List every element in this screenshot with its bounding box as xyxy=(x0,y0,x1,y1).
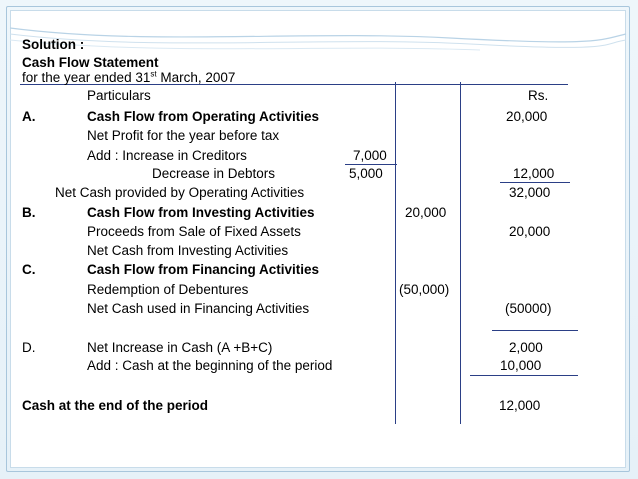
creditors-value: 7,000 xyxy=(353,148,387,163)
rule-creditors xyxy=(345,164,397,165)
net-increase-value: 2,000 xyxy=(509,340,543,355)
decrease-debtors-label: Decrease in Debtors xyxy=(152,166,276,181)
rule-financing xyxy=(492,330,578,331)
section-c-label: C. xyxy=(22,262,36,277)
redemption-label: Redemption of Debentures xyxy=(87,282,249,297)
section-d-label: D. xyxy=(22,340,36,355)
net-operating-value: 32,000 xyxy=(509,185,551,200)
adjustments-total: 12,000 xyxy=(513,166,555,181)
statement-title: Cash Flow Statement xyxy=(22,55,159,70)
decorative-wave xyxy=(0,0,638,60)
rule-begin xyxy=(470,375,578,376)
column-header-particulars: Particulars xyxy=(87,88,151,103)
cash-end-value: 12,000 xyxy=(499,398,541,413)
solution-label: Solution : xyxy=(22,37,85,52)
net-investing-label: Net Cash from Investing Activities xyxy=(87,243,289,258)
cash-end-label: Cash at the end of the period xyxy=(22,398,209,413)
section-c-title: Cash Flow from Financing Activities xyxy=(87,262,320,277)
section-a-value: 20,000 xyxy=(506,109,548,124)
cash-begin-label: Add : Cash at the beginning of the period xyxy=(87,358,333,373)
rule-subtotal xyxy=(500,182,570,183)
net-profit-label: Net Profit for the year before tax xyxy=(87,128,280,143)
debtors-value: 5,000 xyxy=(349,166,383,181)
cash-begin-value: 10,000 xyxy=(500,358,542,373)
net-financing-value: (50000) xyxy=(505,301,552,316)
column-header-rs: Rs. xyxy=(528,88,549,103)
net-increase-label: Net Increase in Cash (A +B+C) xyxy=(87,340,273,355)
add-creditors-label: Add : Increase in Creditors xyxy=(87,148,247,163)
section-a-title: Cash Flow from Operating Activities xyxy=(87,109,320,124)
column-rule-2 xyxy=(460,82,461,424)
statement-subtitle: for the year ended 31st March, 2007 xyxy=(22,69,236,85)
net-financing-label: Net Cash used in Financing Activities xyxy=(87,301,310,316)
section-b-title: Cash Flow from Investing Activities xyxy=(87,205,315,220)
section-b-inner-value: 20,000 xyxy=(405,205,447,220)
redemption-value: (50,000) xyxy=(399,282,450,297)
proceeds-label: Proceeds from Sale of Fixed Assets xyxy=(87,224,301,239)
section-b-label: B. xyxy=(22,205,36,220)
net-operating-label: Net Cash provided by Operating Activities xyxy=(55,185,305,200)
proceeds-value: 20,000 xyxy=(509,224,551,239)
column-rule-1 xyxy=(395,82,396,424)
section-a-label: A. xyxy=(22,109,36,124)
